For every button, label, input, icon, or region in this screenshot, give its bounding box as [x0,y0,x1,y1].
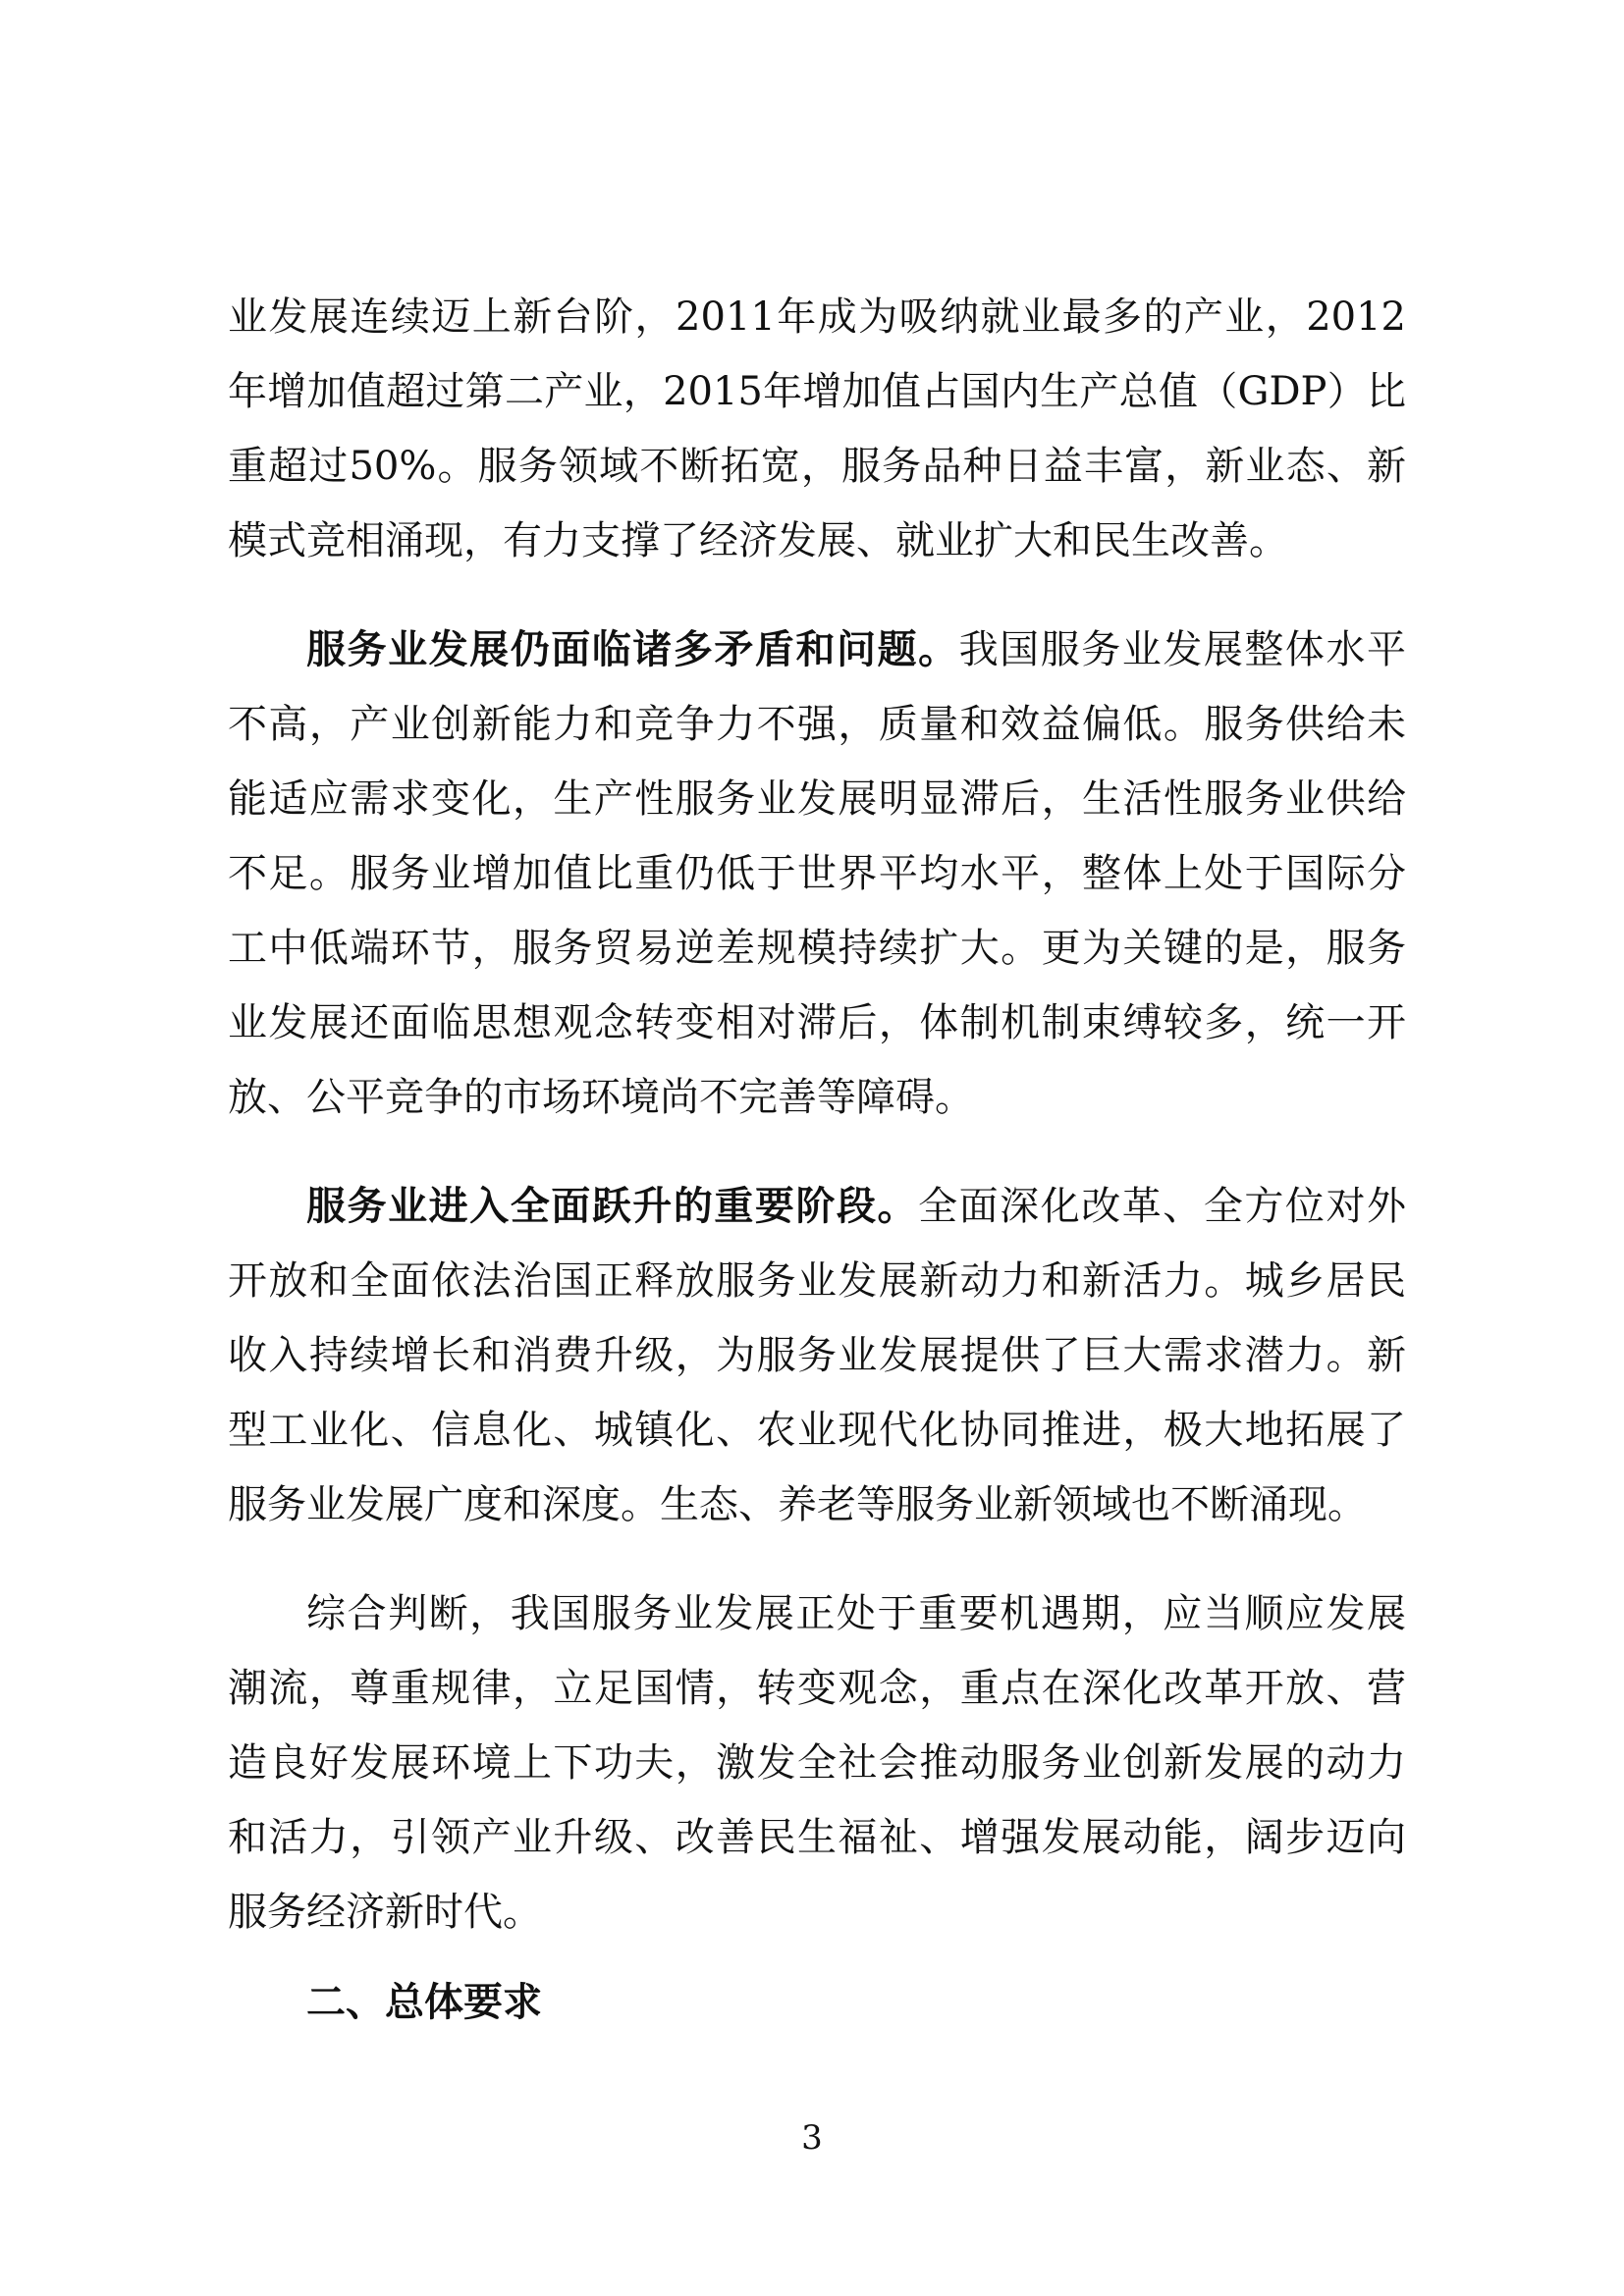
paragraph-2-line-5: 工中低端环节，服务贸易逆差规模持续扩大。更为关键的是，服务 [228,926,1406,971]
paragraph-3-line-1 [306,1177,1406,1236]
paragraph-2-line-3: 能适应需求变化，生产性服务业发展明显滞后，生活性服务业供给 [228,776,1406,822]
paragraph-4-line-5: 服务经济新时代。 [228,1890,542,1935]
paragraph-2-line-4: 不足。服务业增加值比重仍低于世界平均水平，整体上处于国际分 [228,851,1406,896]
paragraph-2-line-1 [306,620,1406,679]
paragraph-1-line-4: 模式竞相涌现，有力支撑了经济发展、就业扩大和民生改善。 [228,518,1288,563]
paragraph-2-lead: 服务业发展仍面临诸多矛盾和问题。 [306,626,959,672]
page-number: 3 [801,2118,823,2158]
paragraph-1-line-3: 重超过50%。服务领域不断拓宽，服务品种日益丰富，新业态、新 [228,444,1406,489]
paragraph-2-line-1-text: 我国服务业发展整体水平 [958,627,1407,672]
paragraph-4-line-2: 潮流，尊重规律，立足国情，转变观念，重点在深化改革开放、营 [228,1666,1406,1711]
paragraph-4-line-3: 造良好发展环境上下功夫，激发全社会推动服务业创新发展的动力 [228,1740,1406,1786]
paragraph-3-line-1-text: 全面深化改革、全方位对外 [918,1184,1407,1229]
paragraph-2-line-7: 放、公平竞争的市场环境尚不完善等障碍。 [228,1075,974,1120]
paragraph-2-line-6: 业发展还面临思想观念转变相对滞后，体制机制束缚较多，统一开 [228,1000,1406,1045]
paragraph-3-line-2: 开放和全面依法治国正释放服务业发展新动力和新活力。城乡居民 [228,1258,1406,1304]
paragraph-4-line-1: 综合判断，我国服务业发展正处于重要机遇期，应当顺应发展 [306,1591,1406,1636]
paragraph-2-line-2: 不高，产业创新能力和竞争力不强，质量和效益偏低。服务供给未 [228,702,1406,747]
paragraph-1-line-1: 业发展连续迈上新台阶，2011年成为吸纳就业最多的产业，2012 [228,294,1406,340]
section-heading: 二、总体要求 [306,1979,542,2025]
paragraph-4-line-4: 和活力，引领产业升级、改善民生福祉、增强发展动能，阔步迈向 [228,1815,1406,1860]
paragraph-1-line-2: 年增加值超过第二产业，2015年增加值占国内生产总值（GDP）比 [228,369,1406,414]
paragraph-3-line-5: 服务业发展广度和深度。生态、养老等服务业新领域也不断涌现。 [228,1482,1367,1527]
paragraph-3-line-3: 收入持续增长和消费升级，为服务业发展提供了巨大需求潜力。新 [228,1333,1406,1378]
paragraph-3-lead: 服务业进入全面跃升的重要阶段。 [306,1183,919,1229]
paragraph-3-line-4: 型工业化、信息化、城镇化、农业现代化协同推进，极大地拓展了 [228,1408,1406,1453]
